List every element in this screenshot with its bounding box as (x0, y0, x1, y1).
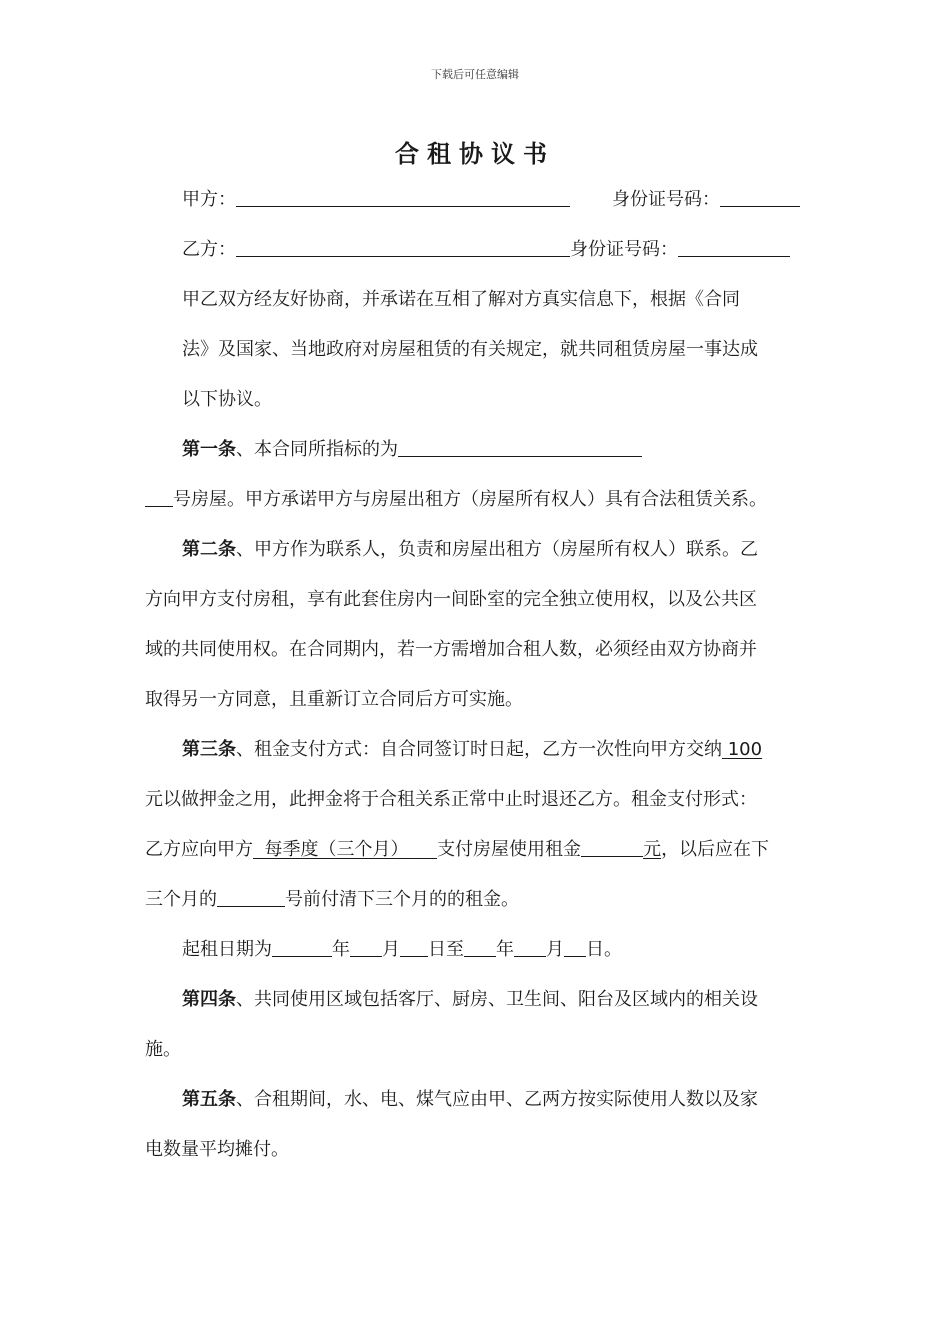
article-1-text: 、本合同所指标的为 (236, 439, 398, 460)
article-1-text-2: 号房屋。甲方承诺甲方与房屋出租方（房屋所有权人）具有合法租赁关系。 (173, 489, 767, 510)
header-note: 下载后可任意编辑 (431, 68, 519, 81)
intro-line-3: 以下协议。 (182, 389, 272, 410)
article-5-line-1 (182, 1085, 758, 1115)
party-b-line (182, 235, 790, 265)
start-date-line: 起租日期为 年 月 日至 年 月 日。 (182, 935, 622, 965)
page-title: 合租协议书 (395, 140, 555, 168)
article-5-text: 、合租期间，水、电、煤气应由甲、乙两方按实际使用人数以及家 (236, 1089, 758, 1110)
party-b-name-blank (236, 236, 570, 257)
party-b-label: 乙方： (182, 239, 236, 260)
party-a-label: 甲方： (182, 189, 236, 210)
article-2-heading: 第二条 (182, 539, 236, 560)
start-day-blank (400, 936, 428, 957)
start-month-blank (350, 936, 382, 957)
article-3-line-3: 乙方应向甲方 每季度（三个月） 支付房屋使用租金 元，以后应在下 (145, 835, 769, 865)
article-1-property-blank (398, 436, 642, 457)
party-a-id-label: 身份证号码： (612, 189, 720, 210)
article-4-heading: 第四条 (182, 989, 236, 1010)
party-a-id-blank (720, 186, 800, 207)
article-2-line-2: 方向甲方支付房租，享有此套住房内一间卧室的完全独立使用权，以及公共区 (145, 589, 757, 610)
article-1-line-1 (182, 435, 642, 465)
party-b-id-blank (678, 236, 790, 257)
article-2-text: 、甲方作为联系人，负责和房屋出租方（房屋所有权人）联系。乙 (236, 539, 758, 560)
article-3-line-1 (182, 735, 762, 765)
article-4-line-1 (182, 985, 758, 1015)
article-2-line-4: 取得另一方同意，且重新订立合同后方可实施。 (145, 689, 523, 710)
article-3-text: 、租金支付方式：自合同签订时日起，乙方一次性向甲方交纳 (236, 739, 722, 760)
article-5-line-2: 电数量平均摊付。 (145, 1139, 289, 1160)
article-3-line-4: 三个月的 号前付清下三个月的的租金。 (145, 885, 519, 915)
party-a-id-line (612, 185, 800, 215)
article-3-line-2: 元以做押金之用，此押金将于合租关系正常中止时退还乙方。租金支付形式： (145, 789, 757, 810)
intro-line-1: 甲乙双方经友好协商，并承诺在互相了解对方真实信息下，根据《合同 (182, 289, 740, 310)
party-b-id-label: 身份证号码： (570, 239, 678, 260)
article-2-line-1 (182, 535, 758, 565)
payment-day-blank (217, 886, 285, 907)
end-month-blank (514, 936, 546, 957)
payment-period: 每季度（三个月） (264, 839, 409, 860)
article-5-heading: 第五条 (182, 1089, 236, 1110)
end-day-blank (564, 936, 586, 957)
article-1-number-blank (145, 486, 173, 507)
start-year-blank (272, 936, 332, 957)
end-year-blank (464, 936, 496, 957)
party-a-name-blank (236, 186, 570, 207)
rent-amount-blank (581, 836, 643, 857)
article-4-text: 、共同使用区域包括客厅、厨房、卫生间、阳台及区域内的相关设 (236, 989, 758, 1010)
article-2-line-3: 域的共同使用权。在合同期内，若一方需增加合租人数，必须经由双方协商并 (145, 639, 757, 660)
deposit-amount: 100 (727, 739, 763, 760)
party-a-line (182, 185, 570, 215)
intro-line-2: 法》及国家、当地政府对房屋租赁的有关规定，就共同租赁房屋一事达成 (182, 339, 758, 360)
article-1-line-2 (145, 485, 767, 515)
article-4-line-2: 施。 (145, 1039, 181, 1060)
article-3-heading: 第三条 (182, 739, 236, 760)
article-1-heading: 第一条 (182, 439, 236, 460)
